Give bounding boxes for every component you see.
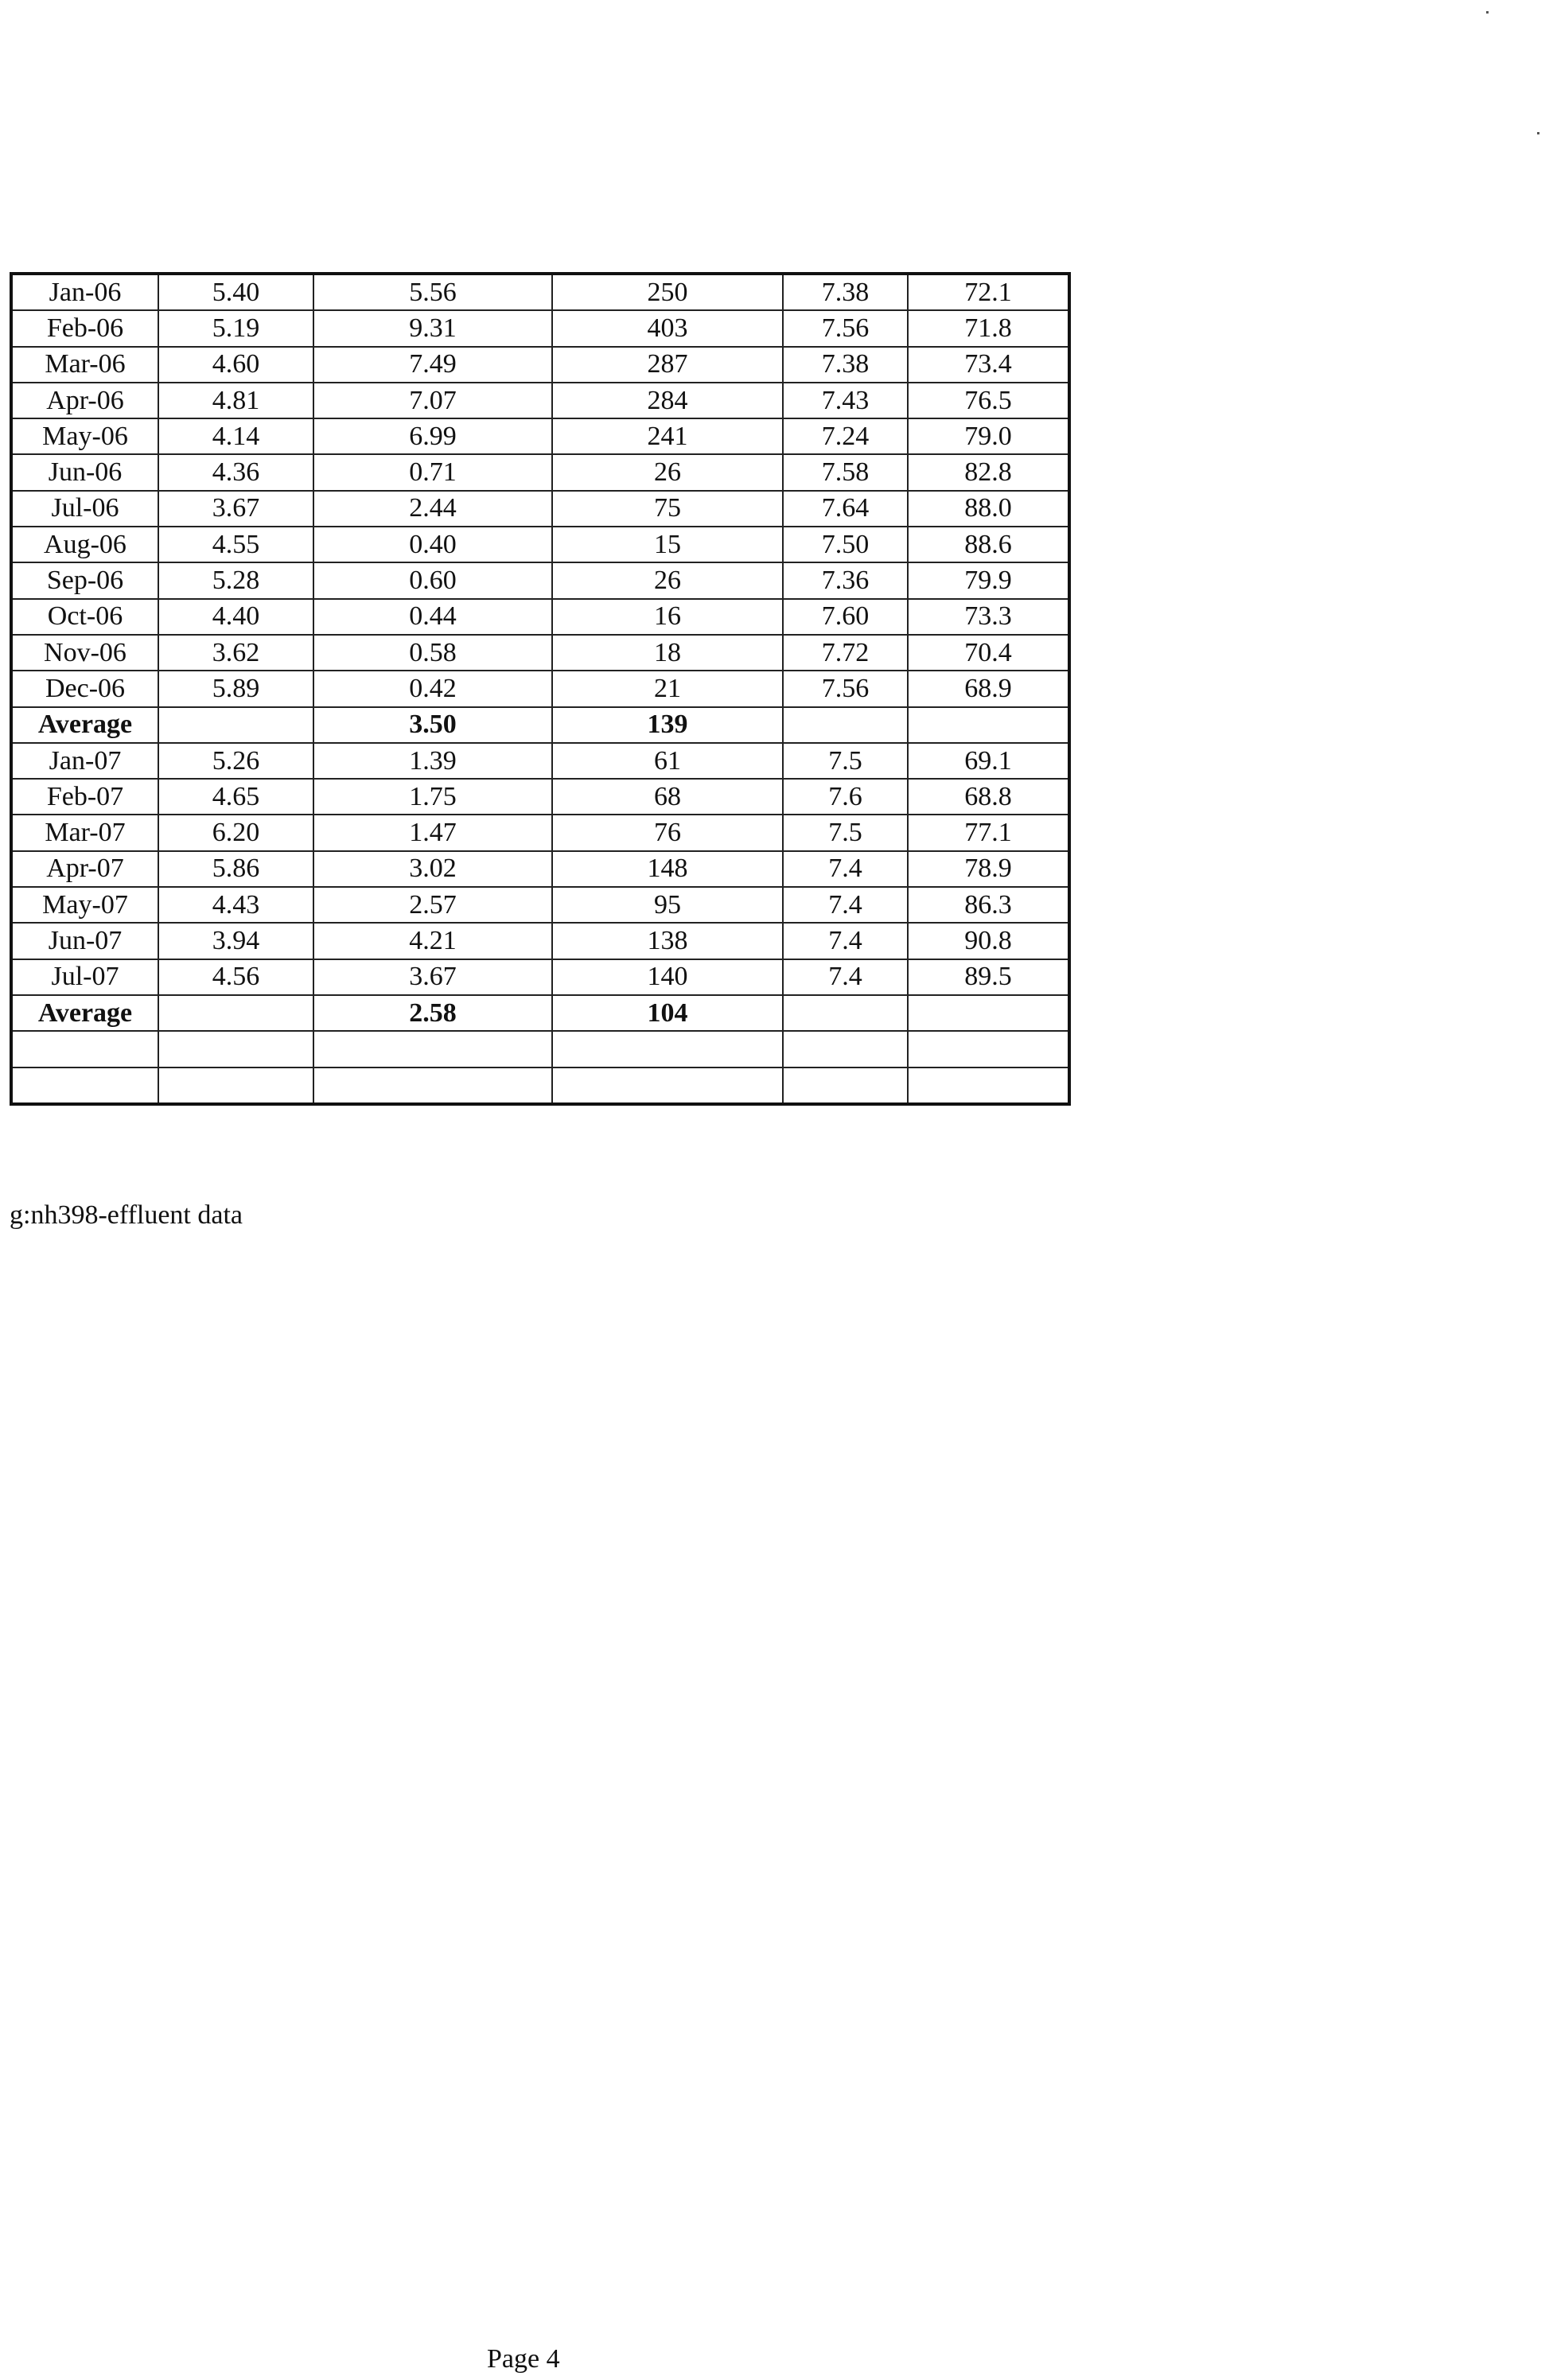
row-label-cell: Nov-06 [11, 635, 158, 671]
table-cell: 287 [552, 347, 783, 383]
table-cell: 4.65 [158, 779, 313, 815]
table-row [11, 815, 1069, 850]
scan-speck [1537, 132, 1539, 134]
table-cell: 4.40 [158, 599, 313, 635]
table-row [11, 1031, 1069, 1067]
table-cell: 7.38 [783, 347, 908, 383]
table-cell: 89.5 [908, 959, 1069, 995]
file-reference-note: g:nh398-effluent data [10, 1200, 243, 1230]
table-cell: 7.64 [783, 491, 908, 527]
row-label-cell: Jun-07 [11, 923, 158, 959]
table-cell: 139 [552, 707, 783, 743]
row-label-cell: Mar-06 [11, 347, 158, 383]
table-cell: 7.4 [783, 959, 908, 995]
table-row [11, 959, 1069, 995]
table-cell: 7.56 [783, 310, 908, 346]
table-cell: 138 [552, 923, 783, 959]
table-cell: 79.0 [908, 418, 1069, 454]
table-cell: 73.4 [908, 347, 1069, 383]
table-cell: 3.67 [158, 491, 313, 527]
table-cell: 61 [552, 743, 783, 779]
table-cell: 3.94 [158, 923, 313, 959]
page-number: Page 4 [487, 2344, 560, 2374]
table-cell [313, 1031, 552, 1067]
table-cell: 7.36 [783, 562, 908, 598]
table-cell: 7.60 [783, 599, 908, 635]
table-cell: 70.4 [908, 635, 1069, 671]
table-row [11, 491, 1069, 527]
table-cell: 7.24 [783, 418, 908, 454]
table-cell: 95 [552, 887, 783, 923]
table-row [11, 383, 1069, 418]
table-cell: 0.60 [313, 562, 552, 598]
row-label-cell: Jan-07 [11, 743, 158, 779]
row-label-cell: May-06 [11, 418, 158, 454]
table-cell: 1.39 [313, 743, 552, 779]
table-cell: 0.44 [313, 599, 552, 635]
table-cell: 7.56 [783, 671, 908, 706]
table-cell: 3.67 [313, 959, 552, 995]
table-cell: 104 [552, 995, 783, 1031]
table-cell: 6.20 [158, 815, 313, 850]
table-cell: 68.8 [908, 779, 1069, 815]
table-row [11, 887, 1069, 923]
table-cell: 7.38 [783, 274, 908, 310]
table-cell: 88.0 [908, 491, 1069, 527]
table-cell: 1.75 [313, 779, 552, 815]
table-cell [783, 995, 908, 1031]
table-cell: 5.28 [158, 562, 313, 598]
table-cell: 4.55 [158, 527, 313, 562]
row-label-cell: Mar-07 [11, 815, 158, 850]
table-cell [552, 1031, 783, 1067]
table-cell: 78.9 [908, 851, 1069, 887]
table-row [11, 779, 1069, 815]
table-cell [158, 995, 313, 1031]
table-cell: 0.42 [313, 671, 552, 706]
effluent-data-table [10, 272, 1071, 1106]
table-cell: 16 [552, 599, 783, 635]
table-cell: 7.5 [783, 815, 908, 850]
table-cell: 90.8 [908, 923, 1069, 959]
table-cell [783, 1068, 908, 1104]
row-label-cell: Apr-06 [11, 383, 158, 418]
table-cell: 7.5 [783, 743, 908, 779]
table-cell: 68 [552, 779, 783, 815]
table-cell: 7.49 [313, 347, 552, 383]
table-cell: 403 [552, 310, 783, 346]
table-cell: 7.72 [783, 635, 908, 671]
row-label-cell: Apr-07 [11, 851, 158, 887]
table-cell: 7.58 [783, 454, 908, 490]
table-cell: 4.43 [158, 887, 313, 923]
table-cell: 7.6 [783, 779, 908, 815]
table-cell [552, 1068, 783, 1104]
table-cell: 3.02 [313, 851, 552, 887]
table-row [11, 923, 1069, 959]
table-cell: 241 [552, 418, 783, 454]
table-cell: 79.9 [908, 562, 1069, 598]
table-cell: 5.56 [313, 274, 552, 310]
table-cell: 82.8 [908, 454, 1069, 490]
table-cell: 2.44 [313, 491, 552, 527]
table-cell: 76.5 [908, 383, 1069, 418]
table-cell: 5.89 [158, 671, 313, 706]
average-row [11, 707, 1069, 743]
row-label-cell: Jan-06 [11, 274, 158, 310]
row-label-cell: Feb-07 [11, 779, 158, 815]
row-label-cell: Dec-06 [11, 671, 158, 706]
table-cell: 1.47 [313, 815, 552, 850]
table-cell [313, 1068, 552, 1104]
row-label-cell: Jul-07 [11, 959, 158, 995]
table-cell: 7.07 [313, 383, 552, 418]
table-cell: 2.57 [313, 887, 552, 923]
row-label-cell: Aug-06 [11, 527, 158, 562]
table-row [11, 562, 1069, 598]
table-cell: 4.60 [158, 347, 313, 383]
table-cell [783, 707, 908, 743]
table-body [11, 274, 1069, 1104]
table-cell: 4.81 [158, 383, 313, 418]
table-cell: 77.1 [908, 815, 1069, 850]
table-cell: 9.31 [313, 310, 552, 346]
table-cell: 3.62 [158, 635, 313, 671]
table-cell: 2.58 [313, 995, 552, 1031]
table-cell: 71.8 [908, 310, 1069, 346]
table-cell [783, 1031, 908, 1067]
table-cell: 68.9 [908, 671, 1069, 706]
scan-speck [1486, 11, 1489, 14]
table-row [11, 743, 1069, 779]
table-cell [158, 1068, 313, 1104]
table-row [11, 274, 1069, 310]
table-cell: 3.50 [313, 707, 552, 743]
table-cell: 21 [552, 671, 783, 706]
table-cell: 7.4 [783, 887, 908, 923]
table-row [11, 310, 1069, 346]
table-cell: 6.99 [313, 418, 552, 454]
table-row [11, 1068, 1069, 1104]
table-cell: 148 [552, 851, 783, 887]
row-label-cell: Oct-06 [11, 599, 158, 635]
table-cell: 4.56 [158, 959, 313, 995]
table-cell: 72.1 [908, 274, 1069, 310]
table-cell: 5.40 [158, 274, 313, 310]
table-cell: 0.40 [313, 527, 552, 562]
row-label-cell: Average [11, 707, 158, 743]
table-row [11, 635, 1069, 671]
table-cell: 88.6 [908, 527, 1069, 562]
table-cell: 7.4 [783, 923, 908, 959]
table-cell [908, 995, 1069, 1031]
table-row [11, 454, 1069, 490]
row-label-cell: Sep-06 [11, 562, 158, 598]
table-row [11, 418, 1069, 454]
table-cell: 73.3 [908, 599, 1069, 635]
row-label-cell: Jul-06 [11, 491, 158, 527]
table-cell: 4.14 [158, 418, 313, 454]
table-cell: 26 [552, 562, 783, 598]
table-cell [158, 1031, 313, 1067]
row-label-cell: Average [11, 995, 158, 1031]
row-label-cell [11, 1031, 158, 1067]
row-label-cell [11, 1068, 158, 1104]
table-cell: 7.43 [783, 383, 908, 418]
table-row [11, 851, 1069, 887]
table-cell: 250 [552, 274, 783, 310]
table-row [11, 599, 1069, 635]
table-cell: 15 [552, 527, 783, 562]
table-cell [158, 707, 313, 743]
table-cell: 76 [552, 815, 783, 850]
table-cell: 7.50 [783, 527, 908, 562]
table-cell: 75 [552, 491, 783, 527]
table-cell: 140 [552, 959, 783, 995]
row-label-cell: Feb-06 [11, 310, 158, 346]
table-cell: 0.58 [313, 635, 552, 671]
table-cell: 26 [552, 454, 783, 490]
table-cell: 0.71 [313, 454, 552, 490]
table-cell [908, 1031, 1069, 1067]
table-cell: 4.21 [313, 923, 552, 959]
table-cell: 5.26 [158, 743, 313, 779]
table-cell [908, 1068, 1069, 1104]
table-cell: 18 [552, 635, 783, 671]
row-label-cell: Jun-06 [11, 454, 158, 490]
table-cell: 284 [552, 383, 783, 418]
table-cell: 5.86 [158, 851, 313, 887]
average-row [11, 995, 1069, 1031]
row-label-cell: May-07 [11, 887, 158, 923]
table-row [11, 671, 1069, 706]
table-cell: 7.4 [783, 851, 908, 887]
table-row [11, 347, 1069, 383]
table-cell: 5.19 [158, 310, 313, 346]
table-cell: 4.36 [158, 454, 313, 490]
table-cell: 86.3 [908, 887, 1069, 923]
table-cell: 69.1 [908, 743, 1069, 779]
table-row [11, 527, 1069, 562]
table-cell [908, 707, 1069, 743]
